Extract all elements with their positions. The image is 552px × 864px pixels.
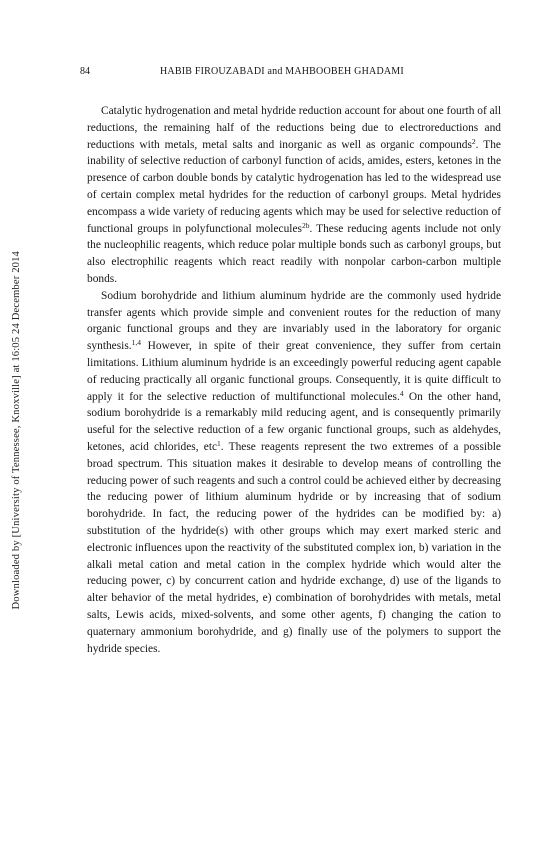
paragraph-2-text: Sodium borohydride and lithium aluminum hydride are the commonly used hydride transfer agents which provide simple and convenient routes for the reduction of many organic functional groups and they are invariably used in the laboratory for organic synthesis. bbox=[87, 289, 501, 353]
paragraph-2-text: . These reagents represent the two extremes of a possible broad spectrum. This situation makes it desirable to develop means of controlling the reducing power of such reagents and such a control could be achieved either by decreasing the reducing power of lithium aluminum hydride or by increasing that of sodium borohydride. In fact, the reducing power of the hydrides can be modified by: a) substitution of the hydride(s) with other groups which may exert marked steric and electronic influences upon the reactivity of the substituted complex ion, b) variation in the alkali metal cation and metal cation in the complex hydride which would alter the reducing power, c) by concurrent cation and hydride exchange, d) use of the ligands to alter behavior of the metal hydrides, e) combination of borohydrides with metals, metal salts, Lewis acids, mixed-solvents, and some other agents, f) changing the cation to quaternary ammonium borohydride, and g) finally use of the polymers to support the hydride species. bbox=[87, 440, 501, 655]
body-text bbox=[87, 103, 501, 657]
paragraph-1 bbox=[87, 103, 501, 288]
paragraph-1-text: . These reducing agents include not only the nucleophilic reagents, which reduce polar multiple bonds such as carbonyl groups, but also electrophilic reagents which react readily with nonpolar carbon-carbon multiple bonds. bbox=[87, 222, 501, 285]
citation-superscript: 1 bbox=[217, 438, 221, 448]
paragraph-1-text: Catalytic hydrogenation and metal hydride reduction account for about one fourth of all reductions, the remaining half of the reductions being due to electroreductions and reductions with metals, metal salts and inorganic as well as organic compounds bbox=[87, 105, 501, 151]
citation-superscript: 4 bbox=[399, 388, 404, 398]
download-watermark bbox=[2, 180, 30, 680]
paragraph-2-text: On the other hand, sodium borohydride is a remarkably mild reducing agent, and is consequently primarily useful for the selective reduction of a few organic functional groups, such as aldehydes, ketones, acid chlorides, etc bbox=[87, 390, 501, 453]
citation-superscript: 2b bbox=[301, 220, 310, 230]
running-head: HABIB FIROUZABADI and MAHBOOBEH GHADAMI bbox=[160, 66, 404, 77]
paragraph-1-text: . The inability of selective reduction of carbonyl function of acids, amides, esters, ketones in the presence of carbon double bonds by catalytic hydrogenation has led to the widespread use of certain complex metal hydrides for the reduction of carbonyl groups. Metal hydrides encompass a wide variety of reducing agents which may be used for selective reduction of functional groups in polyfunctional molecules bbox=[87, 138, 501, 235]
page-number: 84 bbox=[80, 66, 90, 77]
citation-superscript: 2 bbox=[471, 136, 476, 146]
paragraph-2-text: However, in spite of their great convenience, they suffer from certain limitations. Lithium aluminum hydride is an exceedingly powerful reducing agent capable of reducing practically all organic functional groups. Consequently, it is quite difficult to apply it for the selective reduction of multifunctional molecules. bbox=[87, 340, 501, 403]
paragraph-2 bbox=[87, 288, 501, 658]
page-header bbox=[80, 66, 500, 80]
download-watermark-text: Downloaded by [University of Tennessee, Knoxville] at 16:05 24 December 2014 bbox=[10, 250, 22, 610]
citation-superscript: 1,4 bbox=[131, 338, 141, 348]
